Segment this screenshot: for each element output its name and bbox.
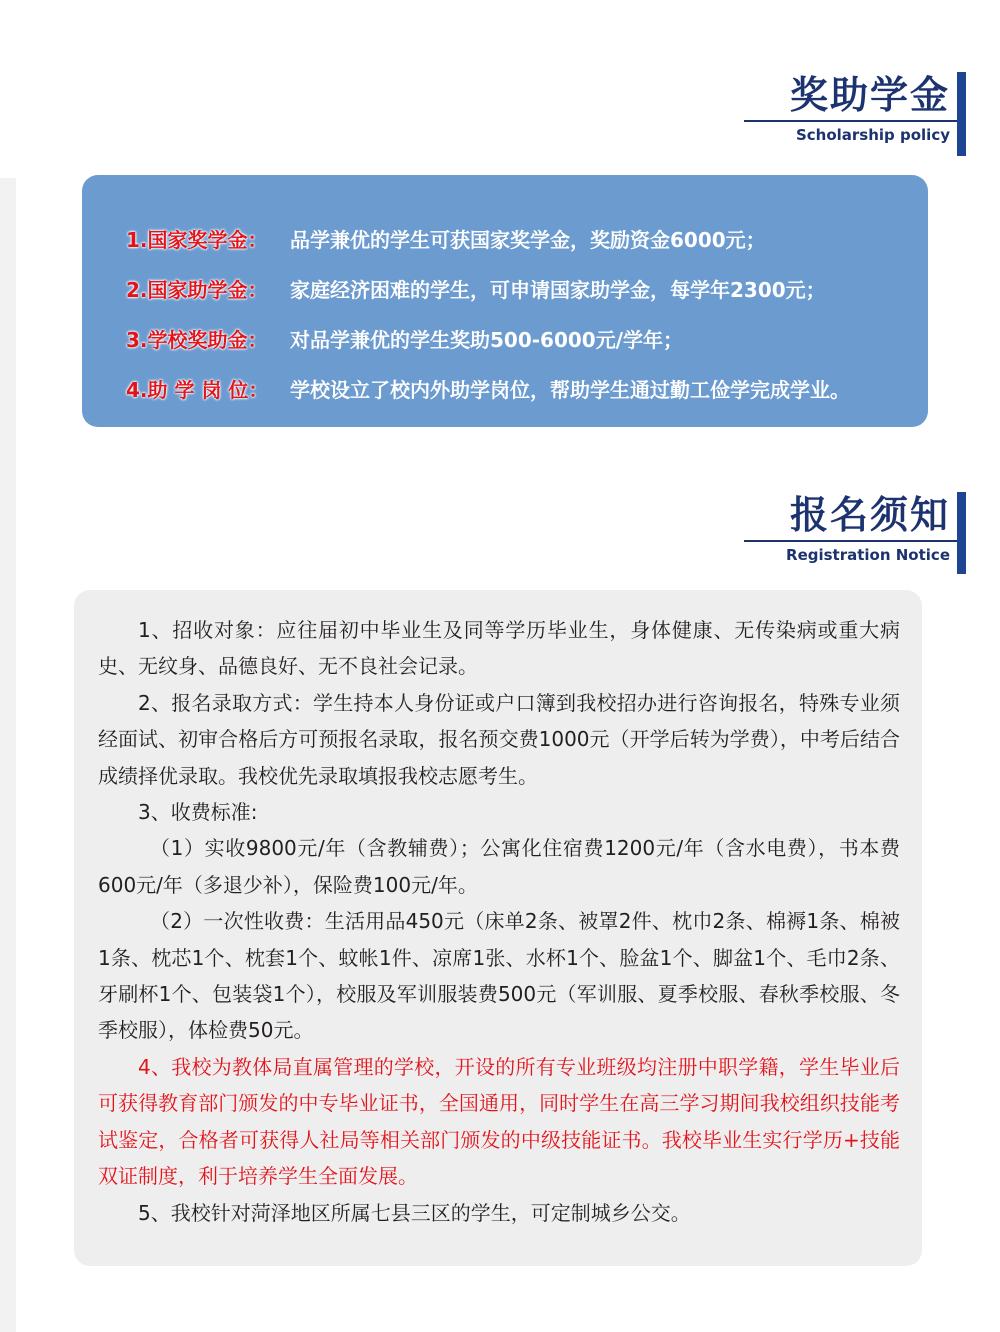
registration-header (744, 492, 964, 565)
registration-paragraph-highlight: 4、我校为教体局直属管理的学校，开设的所有专业班级均注册中职学籍，学生毕业后可获得教育部门颁发的中专毕业证书，全国通用，同时学生在高三学习期间我校组织技能考试鉴定，合格者可获得人社局等相关部门颁发的中级技能证书。我校毕业生实行学历+技能双证制度，利于培养学生全面发展。 (98, 1054, 900, 1189)
registration-accent-bar (957, 492, 966, 574)
scholarship-underline (744, 120, 964, 122)
registration-subtitle: Registration Notice (786, 546, 950, 564)
scholarship-item (126, 313, 928, 363)
scholarship-item-label: 3.学校奖助金： (126, 327, 268, 352)
registration-paragraph: 3、收费标准: (138, 800, 258, 825)
scholarship-item (126, 263, 928, 313)
scholarship-accent-bar (957, 72, 966, 156)
scholarship-header (744, 72, 964, 145)
scholarship-item-text: 对品学兼优的学生奖助500-6000元/学年； (290, 327, 684, 352)
scholarship-item-label: 1.国家奖学金： (126, 227, 268, 252)
registration-underline (744, 540, 964, 542)
scholarship-item-label: 4.助 学 岗 位： (126, 377, 269, 402)
registration-paragraph: 2、报名录取方式：学生持本人身份证或户口簿到我校招办进行咨询报名，特殊专业须经面试、初审合格后方可预报名录取，报名预交费1000元（开学后转为学费），中考后结合成绩择优录取。我校优先录取填报我校志愿考生。 (98, 690, 900, 788)
registration-paragraph: 1、招收对象：应往届初中毕业生及同等学历毕业生，身体健康、无传染病或重大病史、无纹身、品德良好、无不良社会记录。 (98, 618, 900, 679)
registration-paragraph: （2）一次性收费：生活用品450元（床单2条、被罩2件、枕巾2条、棉褥1条、棉被1条、枕芯1个、枕套1个、蚊帐1件、凉席1张、水杯1个、脸盆1个、脚盆1个、毛巾2条、牙刷杯1个、包装袋1个），校服及军训服装费500元（军训服、夏季校服、春秋季校服、冬季校服），体检费50元。 (98, 909, 900, 1043)
scholarship-item-text: 学校设立了校内外助学岗位，帮助学生通过勤工俭学完成学业。 (290, 377, 850, 402)
registration-panel (74, 590, 922, 1266)
scholarship-item-text: 家庭经济困难的学生，可申请国家助学金，每学年2300元； (290, 277, 826, 302)
scholarship-subtitle: Scholarship policy (795, 126, 950, 144)
scholarship-title: 奖助学金 (789, 73, 950, 117)
registration-title: 报名须知 (789, 493, 950, 537)
scholarship-item-label: 2.国家助学金： (126, 277, 268, 302)
scholarship-item-text: 品学兼优的学生可获国家奖学金，奖励资金6000元； (290, 227, 766, 252)
scholarship-panel (82, 175, 928, 427)
scholarship-item (126, 363, 928, 413)
registration-paragraph: （1）实收9800元/年（含教辅费）；公寓化住宿费1200元/年（含水电费），书本费600元/年（多退少补），保险费100元/年。 (98, 836, 900, 897)
scholarship-item (126, 213, 928, 263)
registration-paragraph: 5、我校针对菏泽地区所属七县三区的学生，可定制城乡公交。 (138, 1200, 691, 1225)
left-margin-strip (0, 178, 16, 1332)
